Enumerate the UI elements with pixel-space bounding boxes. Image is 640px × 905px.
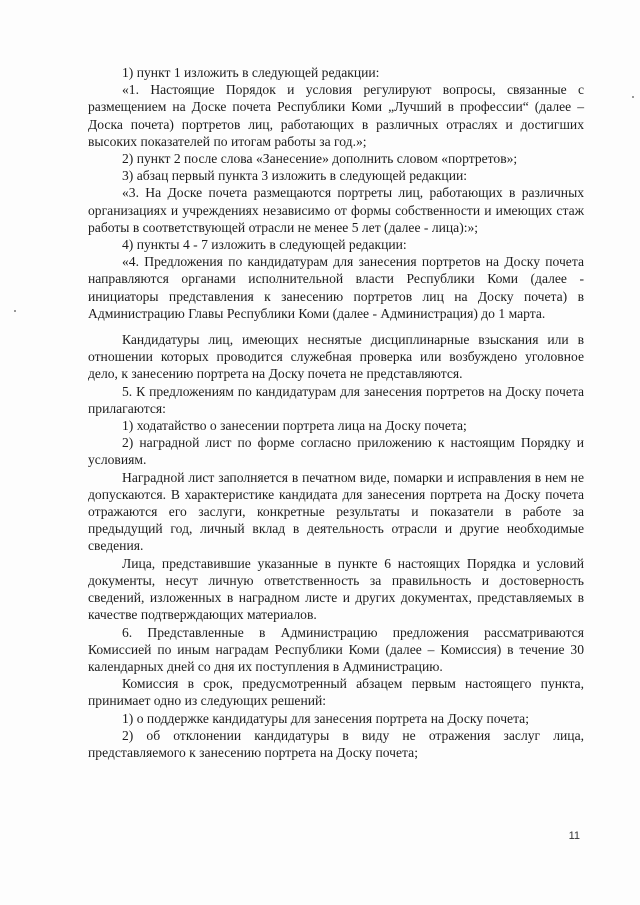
- paragraph-item-2: 2) пункт 2 после слова «Занесение» дополнить словом «портретов»;: [122, 151, 518, 167]
- paragraph-item-1: 1) пункт 1 изложить в следующей редакции:: [122, 65, 380, 80]
- paragraph-commission-decision: Комиссия в срок, предусмотренный абзацем первым настоящего пункта, принимает одно из следующих решений:: [88, 676, 584, 709]
- paragraph-quote-item-1: «1. Настоящие Порядок и условия регулируют вопросы, связанные с размещением на Доске почета Республики Коми „Лучший в профессии“ (далее – Доска почета) портретов лиц, работающих в различных отраслях и достигших высоких показателей по итогам работы за год.»;: [88, 82, 584, 149]
- paragraph-item-4: 4) пункты 4 - 7 изложить в следующей редакции:: [122, 237, 407, 253]
- paragraph-candidates-exclusion: Кандидатуры лиц, имеющих неснятые дисциплинарные взыскания или в отношении которых проводится служебная проверка или возбуждено уголовное дело, к занесению портрета на Доску почета не представляются.: [88, 332, 584, 382]
- paragraph-item-3: 3) абзац первый пункта 3 изложить в следующей редакции:: [122, 168, 468, 184]
- paragraph-quote-item-4: «4. Предложения по кандидатурам для занесения портретов на Доску почета направляются органами исполнительной власти Республики Коми (далее - инициаторы представления к занесению портретов лиц на Доску почета) в Администрацию Главы Республики Коми (далее - Администрация) до 1 марта.: [88, 254, 584, 321]
- paragraph-item-5-1: 1) ходатайство о занесении портрета лица на Доску почета;: [122, 418, 467, 434]
- paragraph-decision-2: 2) об отклонении кандидатуры в виду не отражения заслуг лица, представляемого к занесению портрета на Доску почета;: [88, 727, 584, 760]
- scan-speck: [14, 310, 16, 312]
- paragraph-quote-item-3: «3. На Доске почета размещаются портреты лиц, работающих в различных организациях и учреждениях независимо от формы собственности и имеющих стаж работы в соответствующей отрасли не менее 5 лет (далее - лица):»;: [88, 185, 584, 235]
- paragraph-award-sheet: Наградной лист заполняется в печатном виде, помарки и исправления в нем не допускаются. В характеристике кандидата для занесения портрета на Доску почета отражаются его заслуги, конкретные результаты и показатели в работе за предыдущий год, личный вклад в деятельность отрасли и другие необходимые сведения.: [88, 469, 584, 554]
- paragraph-item-5-2: 2) наградной лист по форме согласно приложению к настоящим Порядку и условиям.: [88, 435, 584, 468]
- scan-speck: [632, 96, 634, 98]
- paragraph-item-5: 5. К предложениям по кандидатурам для занесения портретов на Доску почета прилагаются:: [88, 383, 584, 416]
- paragraph-decision-1: 1) о поддержке кандидатуры для занесения портрета на Доску почета;: [122, 710, 529, 726]
- paragraph-responsibility: Лица, представившие указанные в пункте 6 настоящих Порядка и условий документы, несут личную ответственность за правильность и достоверность сведений, изложенных в наградном листе и других документах, представляемых в качестве подтверждающих материалов.: [88, 555, 584, 623]
- document-body: [88, 64, 584, 761]
- page-number: 11: [568, 830, 580, 842]
- paragraph-item-6: 6. Представленные в Администрацию предложения рассматриваются Комиссией по иным наградам Республики Коми (далее – Комиссия) в течение 30 календарных дней со дня их поступления в Администрацию.: [88, 624, 584, 674]
